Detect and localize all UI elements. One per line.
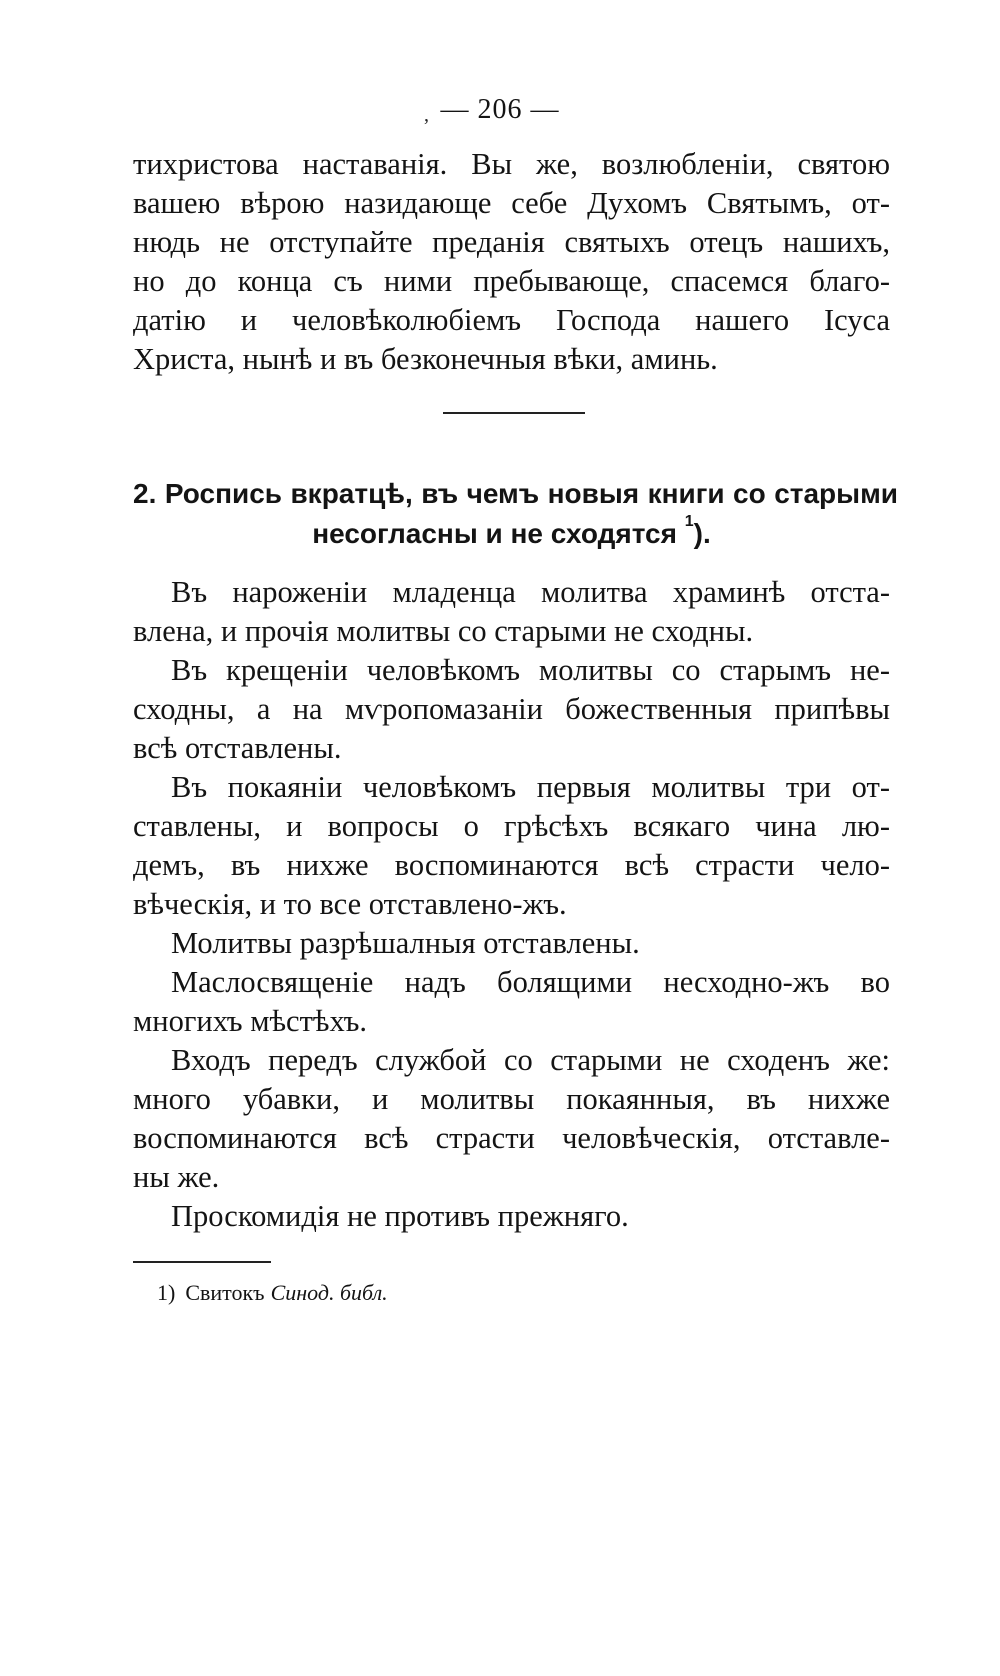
text-line: Въ крещеніи человѣкомъ молитвы со старымъ не-	[171, 653, 890, 687]
footnote-marker: 1)	[157, 1280, 176, 1305]
text-line: Молитвы разрѣшалныя отставлены.	[171, 926, 640, 960]
text-line: Христа, нынѣ и въ безконечныя вѣки, аминь.	[133, 342, 718, 376]
page-number: — 206 —	[440, 94, 560, 125]
heading-text: несогласны и не сходятся	[312, 518, 677, 549]
stray-ink-mark: ‚	[423, 104, 430, 126]
paragraph	[133, 1197, 890, 1236]
text-line: Маслосвященіе надъ болящими несходно-жъ во	[171, 965, 890, 999]
text-line: нюдь не отступайте преданія святыхъ отецъ нашихъ,	[133, 225, 890, 259]
footnote	[157, 1280, 388, 1306]
section-heading	[133, 474, 898, 554]
text-line: вѣческія, и то все отставлено-жъ.	[133, 887, 567, 921]
heading-line	[133, 514, 898, 554]
text-line: воспоминаются всѣ страсти человѣческія, отставле-	[133, 1121, 890, 1155]
paragraph	[133, 651, 890, 768]
text-line: ны же.	[133, 1160, 220, 1194]
text-line: тихристова наставанія. Вы же, возлюбленіи, святою	[133, 147, 890, 181]
body-text	[133, 573, 890, 1236]
opening-paragraph	[133, 145, 890, 379]
footnote-rule	[133, 1261, 271, 1263]
footnote-reference: 1	[684, 513, 694, 530]
text-line: Въ нароженіи младенца молитва храминѣ отста-	[171, 575, 890, 609]
text-line: вашею вѣрою назидающе себе Духомъ Святымъ, от-	[133, 186, 890, 220]
text-line: ставлены, и вопросы о грѣсѣхъ всякаго чина лю-	[133, 809, 890, 843]
text-line: сходны, а на мѵропомазаніи божественныя припѣвы	[133, 692, 890, 726]
paragraph	[133, 768, 890, 924]
paragraph	[133, 573, 890, 651]
text-line: всѣ отставлены.	[133, 731, 342, 765]
text-line: демъ, въ нихже воспоминаются всѣ страсти чело-	[133, 848, 890, 882]
section-separator	[443, 412, 585, 414]
text-line: много убавки, и молитвы покаянныя, въ нихже	[133, 1082, 890, 1116]
text-line: Входъ передъ службой со старыми не сходенъ же:	[171, 1043, 890, 1077]
text-line: Проскомидія не противъ прежняго.	[171, 1199, 629, 1233]
heading-closing: ).	[693, 518, 711, 549]
footnote-text: Свитокъ	[185, 1280, 265, 1305]
text-line: влена, и прочія молитвы со старыми не сходны.	[133, 614, 754, 648]
text-line: Въ покаяніи человѣкомъ первыя молитвы три от-	[171, 770, 890, 804]
footnote-source: Синод. библ.	[270, 1280, 388, 1305]
text-line: многихъ мѣстѣхъ.	[133, 1004, 367, 1038]
paragraph	[133, 1041, 890, 1197]
text-line: но до конца съ ними пребывающе, спасемся благо-	[133, 264, 890, 298]
paragraph	[133, 924, 890, 963]
heading-line: 2. Роспись вкратцѣ, въ чемъ новыя книги со старыми	[133, 478, 898, 509]
paragraph	[133, 963, 890, 1041]
text-line: датію и человѣколюбіемъ Господа нашего Ісуса	[133, 303, 890, 337]
